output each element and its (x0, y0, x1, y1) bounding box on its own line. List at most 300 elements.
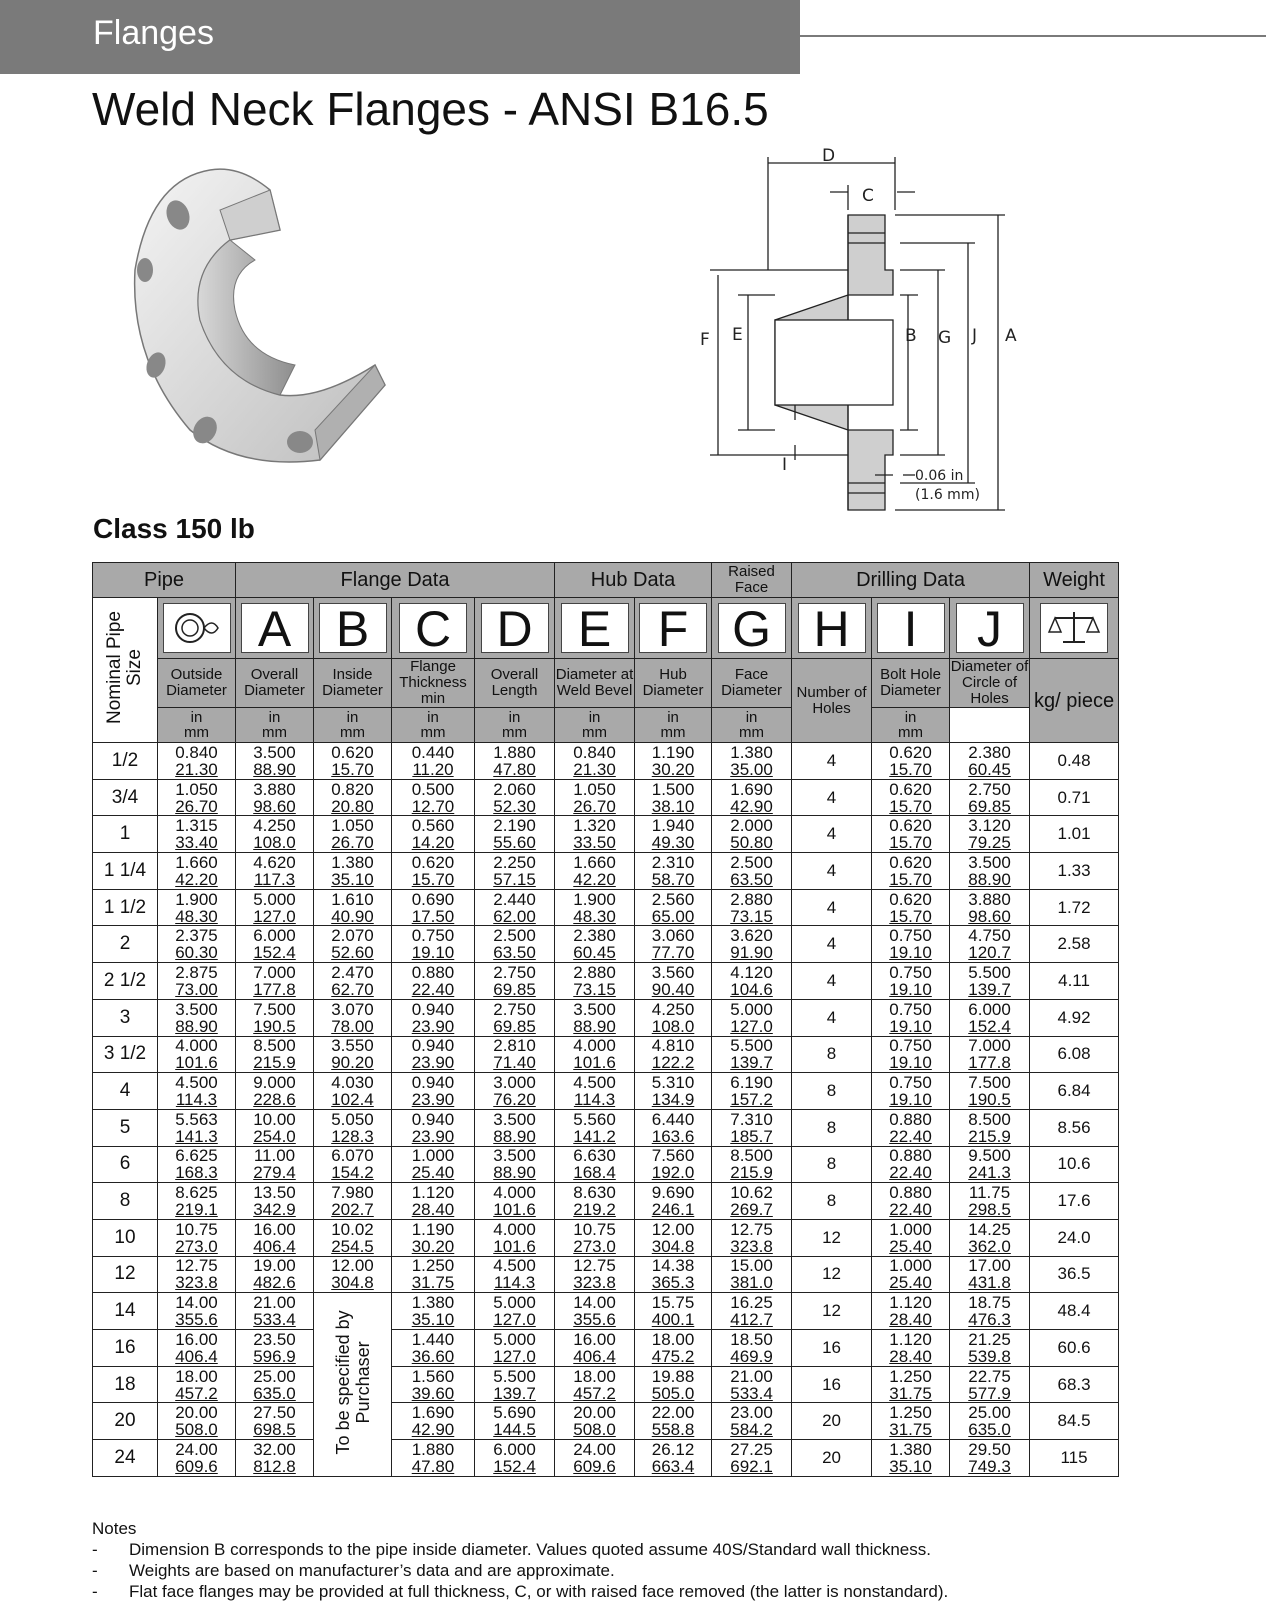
data-cell-fd (712, 779, 792, 816)
value-mm: 17.50 (411, 906, 455, 926)
label-j: J (972, 326, 978, 346)
unit-mm: mm (739, 724, 765, 741)
data-cell-bc (950, 1036, 1030, 1073)
value-in: 2.500 (730, 852, 773, 872)
group-hub-data: Hub Data (555, 563, 712, 598)
data-cell-wb (555, 1256, 635, 1293)
data-cell-ft (392, 1293, 475, 1330)
value-in: 1.560 (411, 1366, 455, 1386)
value-mm: 35.10 (331, 869, 374, 889)
group-raised-face: Raised Face (712, 563, 792, 598)
data-cell-fd (712, 1330, 792, 1367)
data-cell-hd (635, 1146, 712, 1183)
unit-in: in (745, 709, 758, 726)
value-in: 12.75 (175, 1256, 218, 1276)
data-cell-ol (475, 1293, 555, 1330)
data-cell-ol (475, 816, 555, 853)
data-cell-id (314, 1109, 392, 1146)
data-cell-ol (475, 1183, 555, 1220)
value-mm: 508.0 (175, 1420, 218, 1440)
value-mm: 88.90 (968, 869, 1011, 889)
letter-h: H (798, 603, 866, 653)
value-in: 1.940 (651, 816, 695, 836)
purchaser-note: To be specified by Purchaser (332, 1309, 373, 1455)
value-in: 4.620 (253, 852, 296, 872)
value-in: 9.000 (253, 1073, 296, 1093)
col-overall-length: Overall Length (475, 659, 555, 708)
value-mm: 15.70 (889, 906, 932, 926)
notes (92, 1518, 948, 1602)
nps-header: Nominal Pipe Size (104, 611, 145, 724)
value-mm: 19.10 (889, 943, 932, 963)
label-f: F (700, 330, 710, 350)
value-mm: 482.6 (253, 1273, 296, 1293)
value-mm: 40.90 (331, 906, 374, 926)
value-in: 10.62 (730, 1183, 773, 1203)
value-mm: 25.40 (411, 1163, 455, 1183)
nps-cell: 20 (93, 1403, 158, 1440)
data-cell-id (314, 743, 392, 780)
value-mm: 152.4 (493, 1456, 536, 1476)
data-cell-ol (475, 1109, 555, 1146)
table-row (93, 1293, 1119, 1330)
value-mm: 15.70 (411, 869, 455, 889)
value-in: 21.25 (968, 1329, 1011, 1349)
value-in: 0.880 (889, 1183, 932, 1203)
value-in: 1.000 (889, 1256, 932, 1276)
value-in: 0.620 (889, 742, 932, 762)
value-in: 12.75 (730, 1219, 773, 1239)
value-mm: 98.60 (968, 906, 1011, 926)
value-mm: 241.3 (968, 1163, 1011, 1183)
data-cell-wb (555, 1146, 635, 1183)
value-in: 1.660 (573, 852, 616, 872)
value-in: 29.50 (968, 1439, 1011, 1459)
data-cell-bh (872, 1330, 950, 1367)
value-mm: 88.90 (493, 1126, 536, 1146)
data-cell-ft (392, 926, 475, 963)
nps-cell: 12 (93, 1256, 158, 1293)
data-cell-ft (392, 1219, 475, 1256)
data-cell-bc (950, 999, 1030, 1036)
data-cell-wb (555, 889, 635, 926)
value-in: 10.00 (253, 1109, 296, 1129)
value-in: 7.000 (968, 1036, 1011, 1056)
value-in: 5.500 (730, 1036, 773, 1056)
group-flange-data: Flange Data (236, 563, 555, 598)
value-in: 4.030 (331, 1073, 374, 1093)
data-cell-nh: 16 (792, 1330, 872, 1367)
data-cell-ovd (236, 779, 314, 816)
data-cell-ft (392, 999, 475, 1036)
value-in: 19.00 (253, 1256, 296, 1276)
value-in: 5.690 (493, 1403, 536, 1423)
data-cell-bh (872, 1073, 950, 1110)
value-mm: 50.80 (730, 833, 773, 853)
unit-cell (712, 708, 792, 743)
table-row (93, 779, 1119, 816)
value-mm: 406.4 (175, 1346, 218, 1366)
value-mm: 19.10 (889, 1053, 932, 1073)
value-mm: 596.9 (253, 1346, 296, 1366)
data-cell-hd (635, 926, 712, 963)
data-cell-ovd (236, 1219, 314, 1256)
value-mm: 304.8 (331, 1273, 374, 1293)
value-mm: 63.50 (730, 869, 773, 889)
value-in: 2.000 (730, 816, 773, 836)
data-cell-hd (635, 1403, 712, 1440)
note-text: Weights are based on manufacturer’s data and are approximate. (129, 1561, 615, 1580)
value-mm: 342.9 (253, 1200, 296, 1220)
value-in: 1.250 (889, 1366, 932, 1386)
value-in: 16.00 (175, 1329, 218, 1349)
value-in: 0.750 (411, 926, 455, 946)
data-cell-bh (872, 1109, 950, 1146)
value-in: 2.250 (493, 852, 536, 872)
value-in: 4.000 (493, 1183, 536, 1203)
value-in: 18.00 (573, 1366, 616, 1386)
value-in: 2.880 (730, 889, 773, 909)
data-cell-nh: 20 (792, 1403, 872, 1440)
value-in: 5.000 (730, 999, 773, 1019)
value-mm: 141.3 (175, 1126, 218, 1146)
data-cell-bh (872, 779, 950, 816)
data-cell-bh (872, 926, 950, 963)
table-row (93, 999, 1119, 1036)
data-cell-ft (392, 816, 475, 853)
table-row (93, 1036, 1119, 1073)
value-mm: 157.2 (730, 1090, 773, 1110)
data-cell-wt: 17.6 (1030, 1183, 1119, 1220)
pipe-icon (163, 603, 231, 653)
value-mm: 88.90 (573, 1016, 616, 1036)
value-mm: 28.40 (889, 1310, 932, 1330)
value-mm: 102.4 (331, 1090, 374, 1110)
value-in: 0.840 (175, 742, 218, 762)
data-cell-wt: 1.72 (1030, 889, 1119, 926)
value-in: 11.75 (968, 1183, 1011, 1203)
value-mm: 254.5 (331, 1236, 374, 1256)
data-cell-ovd (236, 1403, 314, 1440)
value-mm: 304.8 (651, 1236, 695, 1256)
data-cell-wb (555, 853, 635, 890)
value-in: 4.250 (651, 999, 695, 1019)
value-mm: 14.20 (411, 833, 455, 853)
data-cell-ovd (236, 816, 314, 853)
table-row (93, 743, 1119, 780)
value-mm: 128.3 (331, 1126, 374, 1146)
value-in: 12.00 (331, 1256, 374, 1276)
value-in: 3.060 (651, 926, 695, 946)
value-mm: 15.70 (889, 796, 932, 816)
value-in: 0.620 (889, 852, 932, 872)
value-in: 2.310 (651, 852, 695, 872)
letter-b: B (319, 603, 387, 653)
value-in: 27.50 (253, 1403, 296, 1423)
data-cell-nh: 8 (792, 1146, 872, 1183)
value-mm: 49.30 (651, 833, 695, 853)
value-mm: 101.6 (175, 1053, 218, 1073)
label-g: G (938, 328, 952, 348)
value-in: 3.500 (493, 1109, 536, 1129)
unit-cell (236, 708, 314, 743)
value-mm: 52.30 (493, 796, 536, 816)
nps-cell: 18 (93, 1366, 158, 1403)
data-cell-ft (392, 1183, 475, 1220)
value-mm: 57.15 (493, 869, 536, 889)
value-in: 18.00 (651, 1329, 695, 1349)
value-mm: 25.40 (889, 1273, 932, 1293)
data-cell-wt: 4.11 (1030, 963, 1119, 1000)
unit-mm: mm (184, 724, 209, 741)
data-cell-bh (872, 1293, 950, 1330)
col-inside-diameter: Inside Diameter (314, 659, 392, 708)
data-cell-fd (712, 816, 792, 853)
table-row (93, 1073, 1119, 1110)
data-cell-ol (475, 743, 555, 780)
scale-icon-cell (1030, 598, 1119, 659)
section-header-bar (0, 0, 800, 74)
data-cell-ft (392, 1146, 475, 1183)
data-cell-ft (392, 779, 475, 816)
value-mm: 101.6 (493, 1200, 536, 1220)
data-cell-bc (950, 1403, 1030, 1440)
value-in: 0.620 (889, 779, 932, 799)
value-mm: 508.0 (573, 1420, 616, 1440)
value-in: 5.000 (493, 1329, 536, 1349)
data-cell-nh: 4 (792, 743, 872, 780)
data-cell-od (158, 1183, 236, 1220)
value-in: 4.500 (175, 1073, 218, 1093)
letter-d: D (481, 603, 549, 653)
value-mm: 52.60 (331, 943, 374, 963)
data-cell-ovd (236, 926, 314, 963)
value-mm: 69.85 (493, 1016, 536, 1036)
data-cell-fd (712, 1073, 792, 1110)
value-mm: 533.4 (730, 1383, 773, 1403)
data-cell-fd (712, 1109, 792, 1146)
data-cell-ft (392, 1330, 475, 1367)
value-in: 5.500 (493, 1366, 536, 1386)
value-mm: 163.6 (651, 1126, 695, 1146)
data-cell-nh: 12 (792, 1256, 872, 1293)
value-in: 0.750 (889, 1073, 932, 1093)
data-cell-wb (555, 1330, 635, 1367)
value-in: 17.00 (968, 1256, 1011, 1276)
letter-a: A (241, 603, 309, 653)
data-cell-bc (950, 1183, 1030, 1220)
col-hub-diameter: Hub Diameter (635, 659, 712, 708)
data-cell-hd (635, 999, 712, 1036)
value-in: 2.380 (573, 926, 616, 946)
data-cell-bc (950, 1256, 1030, 1293)
data-cell-ft (392, 889, 475, 926)
value-in: 0.620 (889, 816, 932, 836)
data-cell-nh: 8 (792, 1109, 872, 1146)
unit-in: in (190, 709, 203, 726)
value-in: 5.560 (573, 1109, 616, 1129)
value-mm: 168.4 (573, 1163, 616, 1183)
data-cell-wt: 1.01 (1030, 816, 1119, 853)
data-cell-fd (712, 1146, 792, 1183)
data-cell-od (158, 963, 236, 1000)
data-cell-ovd (236, 1036, 314, 1073)
data-cell-bh (872, 1036, 950, 1073)
letter-e-cell (555, 598, 635, 659)
value-mm: 431.8 (968, 1273, 1011, 1293)
data-cell-od (158, 1440, 236, 1477)
data-cell-ovd (236, 1366, 314, 1403)
data-cell-bh (872, 889, 950, 926)
data-cell-nh: 12 (792, 1219, 872, 1256)
value-in: 0.500 (411, 779, 455, 799)
data-cell-od (158, 1036, 236, 1073)
value-mm: 19.10 (889, 1016, 932, 1036)
value-in: 24.00 (175, 1439, 218, 1459)
value-mm: 28.40 (411, 1200, 455, 1220)
value-mm: 58.70 (651, 869, 695, 889)
value-mm: 228.6 (253, 1090, 296, 1110)
class-title: Class 150 lb (93, 513, 255, 544)
value-in: 25.00 (253, 1366, 296, 1386)
letter-b-cell (314, 598, 392, 659)
table-row (93, 1183, 1119, 1220)
letter-j: J (956, 603, 1024, 653)
value-mm: 48.30 (573, 906, 616, 926)
data-cell-ol (475, 926, 555, 963)
data-cell-wb (555, 1183, 635, 1220)
value-mm: 88.90 (175, 1016, 218, 1036)
value-mm: 139.7 (968, 979, 1011, 999)
nps-cell: 2 1/2 (93, 963, 158, 1000)
value-mm: 35.00 (730, 759, 773, 779)
value-in: 2.380 (968, 742, 1011, 762)
data-cell-nh: 4 (792, 816, 872, 853)
value-in: 12.00 (651, 1219, 695, 1239)
data-cell-bc (950, 1366, 1030, 1403)
data-cell-bh (872, 963, 950, 1000)
value-in: 8.500 (253, 1036, 296, 1056)
data-cell-hd (635, 1036, 712, 1073)
value-mm: 25.40 (889, 1236, 932, 1256)
col-weight: kg/ piece (1030, 659, 1119, 743)
value-mm: 152.4 (253, 943, 296, 963)
value-in: 2.750 (493, 962, 536, 982)
value-in: 3.880 (968, 889, 1011, 909)
data-cell-hd (635, 889, 712, 926)
flange-data-table (92, 562, 1119, 1477)
value-mm: 11.20 (412, 759, 454, 779)
data-cell-ft (392, 853, 475, 890)
note-inch: 0.06 in (915, 468, 964, 484)
value-mm: 88.90 (253, 759, 296, 779)
data-cell-bh (872, 1256, 950, 1293)
value-mm: 127.0 (253, 906, 296, 926)
data-cell-id (314, 1219, 392, 1256)
data-cell-nh: 4 (792, 779, 872, 816)
value-mm: 60.45 (968, 759, 1011, 779)
value-in: 7.500 (253, 999, 296, 1019)
data-cell-ovd (236, 743, 314, 780)
table-row (93, 1330, 1119, 1367)
data-cell-bc (950, 1073, 1030, 1110)
data-cell-od (158, 743, 236, 780)
col-outside-diameter: Outside Diameter (158, 659, 236, 708)
value-mm: 469.9 (730, 1346, 773, 1366)
value-in: 0.440 (411, 742, 455, 762)
unit-in: in (667, 709, 679, 726)
unit-cell (872, 708, 950, 743)
value-mm: 457.2 (573, 1383, 616, 1403)
value-mm: 215.9 (968, 1126, 1011, 1146)
data-cell-wt: 68.3 (1030, 1366, 1119, 1403)
data-cell-od (158, 1330, 236, 1367)
value-in: 16.00 (253, 1219, 296, 1239)
value-mm: 505.0 (651, 1383, 695, 1403)
value-mm: 21.30 (573, 759, 616, 779)
data-cell-od (158, 779, 236, 816)
data-cell-hd (635, 853, 712, 890)
data-cell-id (314, 1256, 392, 1293)
nps-cell: 1/2 (93, 743, 158, 780)
data-cell-ovd (236, 1330, 314, 1367)
value-mm: 104.6 (730, 979, 773, 999)
value-in: 8.500 (730, 1146, 773, 1166)
value-mm: 15.70 (331, 759, 374, 779)
value-mm: 365.3 (651, 1273, 695, 1293)
letter-c: C (399, 603, 467, 653)
value-in: 11.00 (253, 1146, 296, 1166)
value-mm: 42.20 (175, 869, 218, 889)
value-mm: 71.40 (493, 1053, 536, 1073)
value-in: 1.440 (411, 1329, 455, 1349)
data-cell-id (314, 963, 392, 1000)
value-in: 6.000 (968, 999, 1011, 1019)
value-in: 5.000 (253, 889, 296, 909)
value-mm: 60.45 (573, 943, 616, 963)
value-in: 4.750 (968, 926, 1011, 946)
value-mm: 23.90 (411, 1016, 455, 1036)
value-mm: 298.5 (968, 1200, 1011, 1220)
value-in: 0.620 (889, 889, 932, 909)
table-row (93, 1440, 1119, 1477)
data-cell-hd (635, 1219, 712, 1256)
data-cell-od (158, 816, 236, 853)
letter-j-cell (950, 598, 1030, 659)
data-cell-hd (635, 963, 712, 1000)
value-in: 8.500 (968, 1109, 1011, 1129)
value-in: 4.810 (651, 1036, 695, 1056)
value-in: 0.880 (411, 962, 455, 982)
data-cell-ol (475, 1330, 555, 1367)
data-cell-wt: 6.08 (1030, 1036, 1119, 1073)
value-in: 6.630 (573, 1146, 616, 1166)
data-cell-wb (555, 1403, 635, 1440)
data-cell-bc (950, 1440, 1030, 1477)
notes-title: Notes (92, 1519, 137, 1538)
data-cell-ft (392, 1073, 475, 1110)
value-mm: 20.80 (331, 796, 374, 816)
pipe-icon-cell (158, 598, 236, 659)
value-in: 22.00 (651, 1403, 695, 1423)
value-mm: 26.70 (573, 796, 616, 816)
data-cell-bc (950, 889, 1030, 926)
value-in: 1.320 (573, 816, 616, 836)
value-mm: 101.6 (573, 1053, 616, 1073)
data-cell-bc (950, 1146, 1030, 1183)
letter-h-cell (792, 598, 872, 659)
data-cell-hd (635, 1256, 712, 1293)
